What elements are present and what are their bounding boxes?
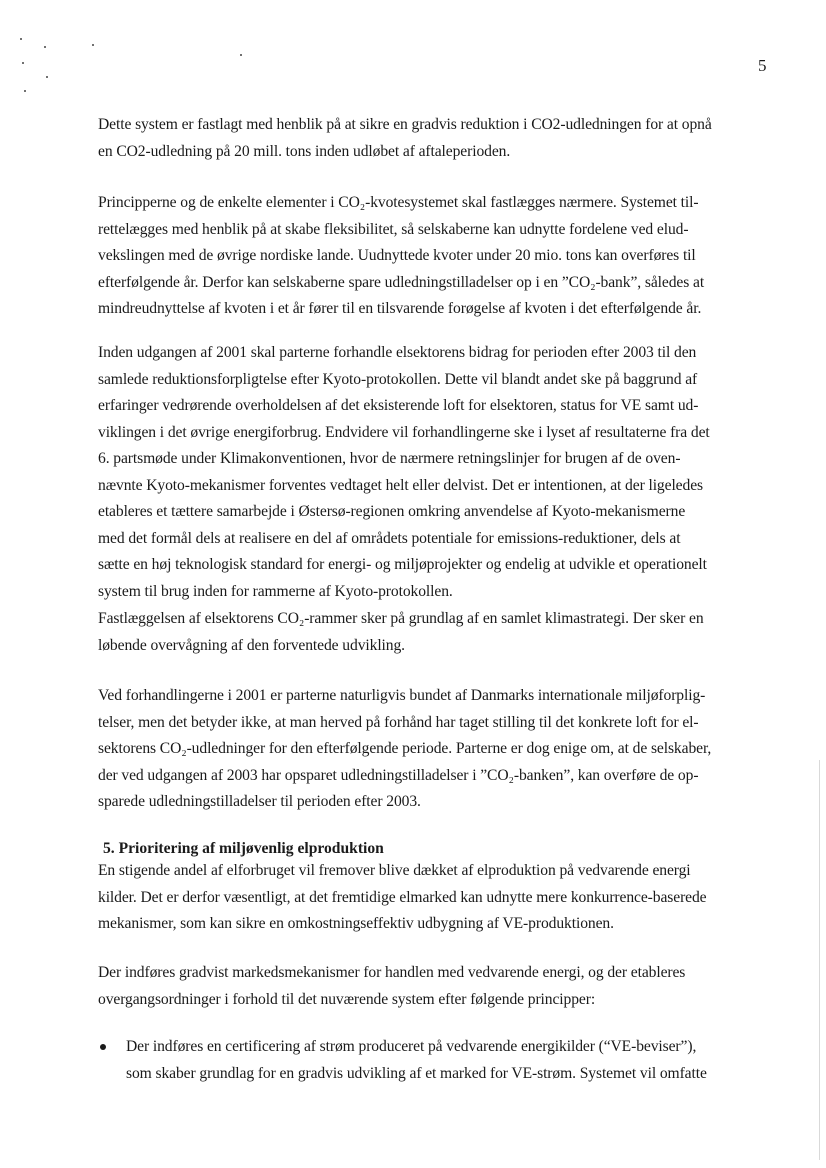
text-line: sætte en høj teknologisk standard for energi- og miljøprojekter og endelig at udvikle et operationelt	[98, 556, 707, 573]
text-line: mekanismer, som kan sikre en omkostningseffektiv udbygning af VE-produktionen.	[98, 915, 614, 932]
text-line: viklingen i det øvrige energiforbrug. Endvidere vil forhandlingerne ske i lyset af resultaterne fra det	[98, 423, 710, 441]
text-line: løbende overvågning af den forventede udvikling.	[98, 636, 405, 654]
scan-speck	[46, 76, 48, 78]
paragraph-co2-goal	[98, 112, 768, 165]
text-line: sparede udledningstilladelser til perioden efter 2003.	[98, 793, 421, 810]
scan-speck	[22, 62, 24, 64]
scan-speck	[92, 44, 94, 46]
text-line: som skaber grundlag for en gradvis udvikling af et marked for VE-strøm. Systemet vil omfatte	[126, 1064, 707, 1082]
text-line: der ved udgangen af 2003 har opsparet udledningstilladelser i ”CO₂-banken”, kan overføre de op-	[98, 766, 699, 784]
text-line: telser, men det betyder ikke, at man herved på forhånd har taget stilling til det konkrete loft for el-	[98, 713, 699, 731]
scan-edge-line	[819, 760, 820, 1160]
text-line: 6. partsmøde under Klimakonventionen, hvor de nærmere retningslinjer for brugen af de oven-	[98, 450, 681, 467]
text-line: nævnte Kyoto-mekanismer forventes vedtaget helt eller delvist. Det er intentionen, at der ligeledes	[98, 476, 703, 494]
scan-speck	[24, 90, 26, 92]
text-line: overgangsordninger i forhold til det nuværende system efter følgende principper:	[98, 990, 596, 1008]
paragraph-obligations	[98, 683, 768, 816]
paragraph-renewable-share	[98, 858, 768, 938]
text-line: samlede reduktionsforpligtelse efter Kyoto-protokollen. Dette vil blandt andet ske på baggrund af	[98, 370, 698, 388]
text-line: rettelægges med henblik på at skabe fleksibilitet, så selskaberne kan udnytte fordelene ved elud-	[98, 220, 689, 238]
page-number: 5	[758, 56, 767, 75]
text-line: Ved forhandlingerne i 2001 er parterne naturligvis bundet af Danmarks internationale miljøforplig-	[98, 687, 706, 704]
paragraph-negotiations	[98, 340, 768, 605]
bullet-text	[126, 1034, 766, 1087]
text-line: kilder. Det er derfor væsentligt, at det fremtidige elmarked kan udnytte mere konkurrence-baserede	[98, 888, 707, 906]
section-heading: 5. Prioritering af miljøvenlig elproduktion	[103, 840, 384, 857]
text-line: system til brug inden for rammerne af Kyoto-protokollen.	[98, 582, 453, 600]
text-line: Der indføres gradvist markedsmekanismer for handlen med vedvarende energi, og der etableres	[98, 964, 686, 981]
text-line: Principperne og de enkelte elementer i CO₂-kvotesystemet skal fastlægges nærmere. Systemet til-	[98, 194, 699, 211]
text-line: Der indføres en certificering af strøm produceret på vedvarende energikilder (“VE-beviser”),	[126, 1038, 697, 1055]
text-line: en CO2-udledning på 20 mill. tons inden udløbet af aftaleperioden.	[98, 142, 511, 160]
paragraph-market-mechanisms	[98, 960, 768, 1013]
paragraph-climate-strategy	[98, 606, 768, 659]
text-line: erfaringer vedrørende overholdelsen af det eksisterende loft for elsektoren, status for VE samt ud-	[98, 397, 699, 414]
scan-speck	[44, 46, 46, 48]
text-line: Fastlæggelsen af elsektorens CO₂-rammer sker på grundlag af en samlet klimastrategi. Der sker en	[98, 610, 704, 627]
text-line: sektorens CO₂-udledninger for den efterfølgende periode. Parterne er dog enige om, at de selskaber,	[98, 740, 712, 757]
text-line: etableres et tættere samarbejde i Østersø-regionen omkring anvendelse af Kyoto-mekanismerne	[98, 503, 686, 520]
text-line: med det formål dels at realisere en del af områdets potentiale for emissions-reduktioner, dels at	[98, 529, 681, 547]
text-line: vekslingen med de øvrige nordiske lande. Uudnyttede kvoter under 20 mio. tons kan overføres til	[98, 247, 696, 264]
text-line: Inden udgangen af 2001 skal parterne forhandle elsektorens bidrag for perioden efter 2003 til den	[98, 344, 697, 361]
scan-speck	[240, 54, 242, 56]
text-line: efterfølgende år. Derfor kan selskaberne spare udledningstilladelser op i en ”CO₂-bank”, således at	[98, 273, 705, 291]
bullet-icon	[100, 1044, 106, 1050]
paragraph-principles	[98, 190, 768, 323]
text-line: Dette system er fastlagt med henblik på at sikre en gradvis reduktion i CO2-udledningen for at opnå	[98, 116, 712, 133]
text-line: En stigende andel af elforbruget vil fremover blive dækket af elproduktion på vedvarende energi	[98, 862, 691, 879]
text-line: mindreudnyttelse af kvoten i et år fører til en tilsvarende forøgelse af kvoten i det efterfølgende år.	[98, 300, 702, 317]
scan-speck	[20, 38, 22, 40]
